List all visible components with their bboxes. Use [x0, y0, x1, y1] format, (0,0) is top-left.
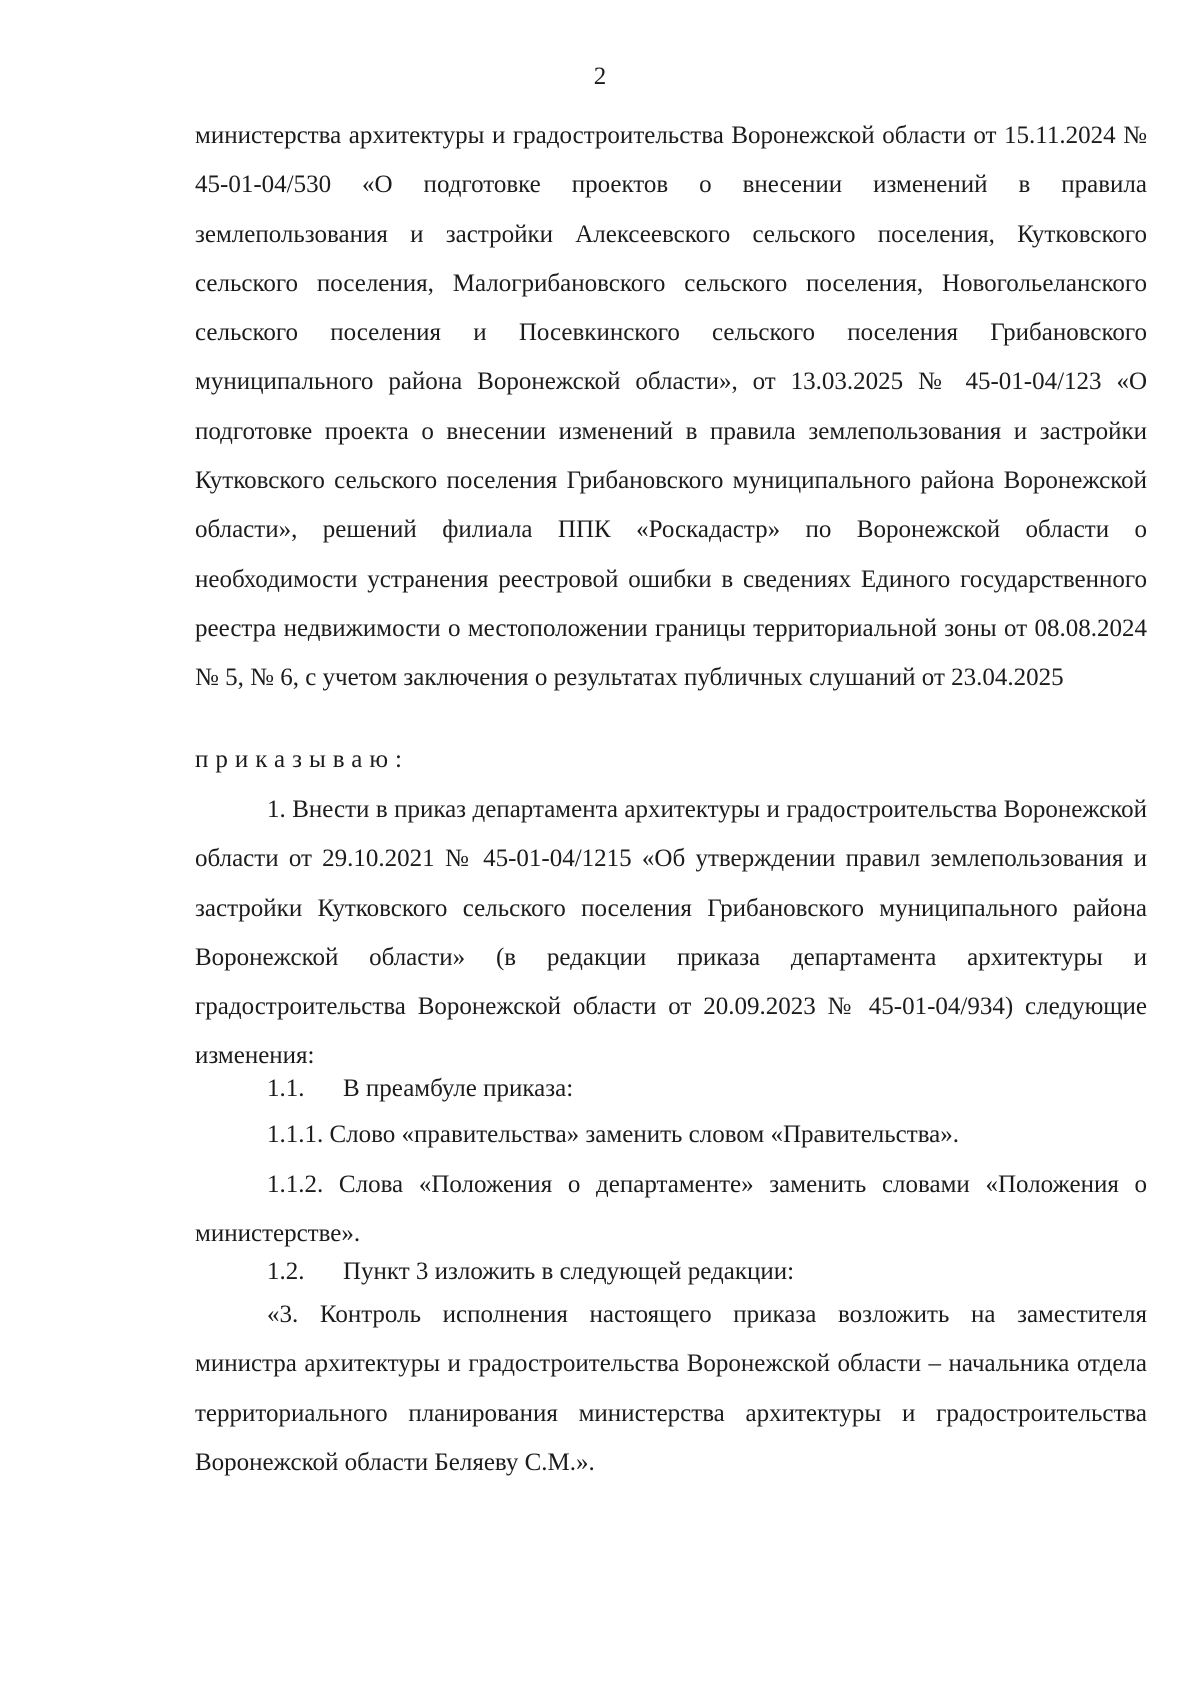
item-1-paragraph: 1. Внести в приказ департамента архитектуры и градостроительства Воронежской области от 29.10.2021 № 45-01-04/1215 «Об утверждении правил землепользования и застройки Кутковского сельского поселения Грибановского муниципального района Воронежской области» (в редакции приказа департамента архитектуры и градостроительства Воронежской области от 20.09.2023 № 45-01-04/934) следующие изменения: [195, 796, 1147, 1070]
item-1-1-2-number: 1.1.2. [267, 1171, 324, 1198]
item-1-2-text: Пункт 3 изложить в следующей редакции: [343, 1258, 795, 1285]
item-1-1-2-text: Слова «Положения о департаменте» заменить словами «Положения о министерстве». [195, 1171, 1147, 1248]
item-1-1-line [195, 1074, 1147, 1104]
item-1-2-number: 1.2. [267, 1258, 305, 1285]
page-number: 2 [593, 63, 607, 90]
item-1-1-number: 1.1. [267, 1075, 305, 1102]
item-1-2-line [195, 1257, 1147, 1287]
order-word: приказываю: [195, 746, 409, 773]
item-1-1-2-paragraph [195, 1160, 1147, 1259]
item-1-1-1-line: 1.1.1. Слово «правительства» заменить словом «Правительства». [267, 1121, 960, 1148]
preamble-paragraph: министерства архитектуры и градостроительства Воронежской области от 15.11.2024 № 45-01-04/530 «О подготовке проектов о внесении изменений в правила землепользования и застройки Алексеевского сельского поселения, Кутковского сельского поселения, Малогрибановского сельского поселения, Новогольеланского сельского поселения и Посевкинского сельского поселения Грибановского муниципального района Воронежской области», от 13.03.2025 № 45-01-04/123 «О подготовке проекта о внесении изменений в правила землепользования и застройки Кутковского сельского поселения Грибановского муниципального района Воронежской области», решений филиала ППК «Роскадастр» по Воронежской области о необходимости устранения реестровой ошибки в сведениях Единого государственного реестра недвижимости о местоположении границы территориальной зоны от 08.08.2024 № 5, № 6, с учетом заключения о результатах публичных слушаний от 23.04.2025 [195, 122, 1147, 692]
item-3-quote-paragraph: «3. Контроль исполнения настоящего приказа возложить на заместителя министра архитектуры и градостроительства Воронежской области – начальника отдела территориального планирования министерства архитектуры и градостроительства Воронежской области Беляеву С.М.». [195, 1301, 1147, 1476]
item-1-1-text: В преамбуле приказа: [343, 1075, 574, 1102]
